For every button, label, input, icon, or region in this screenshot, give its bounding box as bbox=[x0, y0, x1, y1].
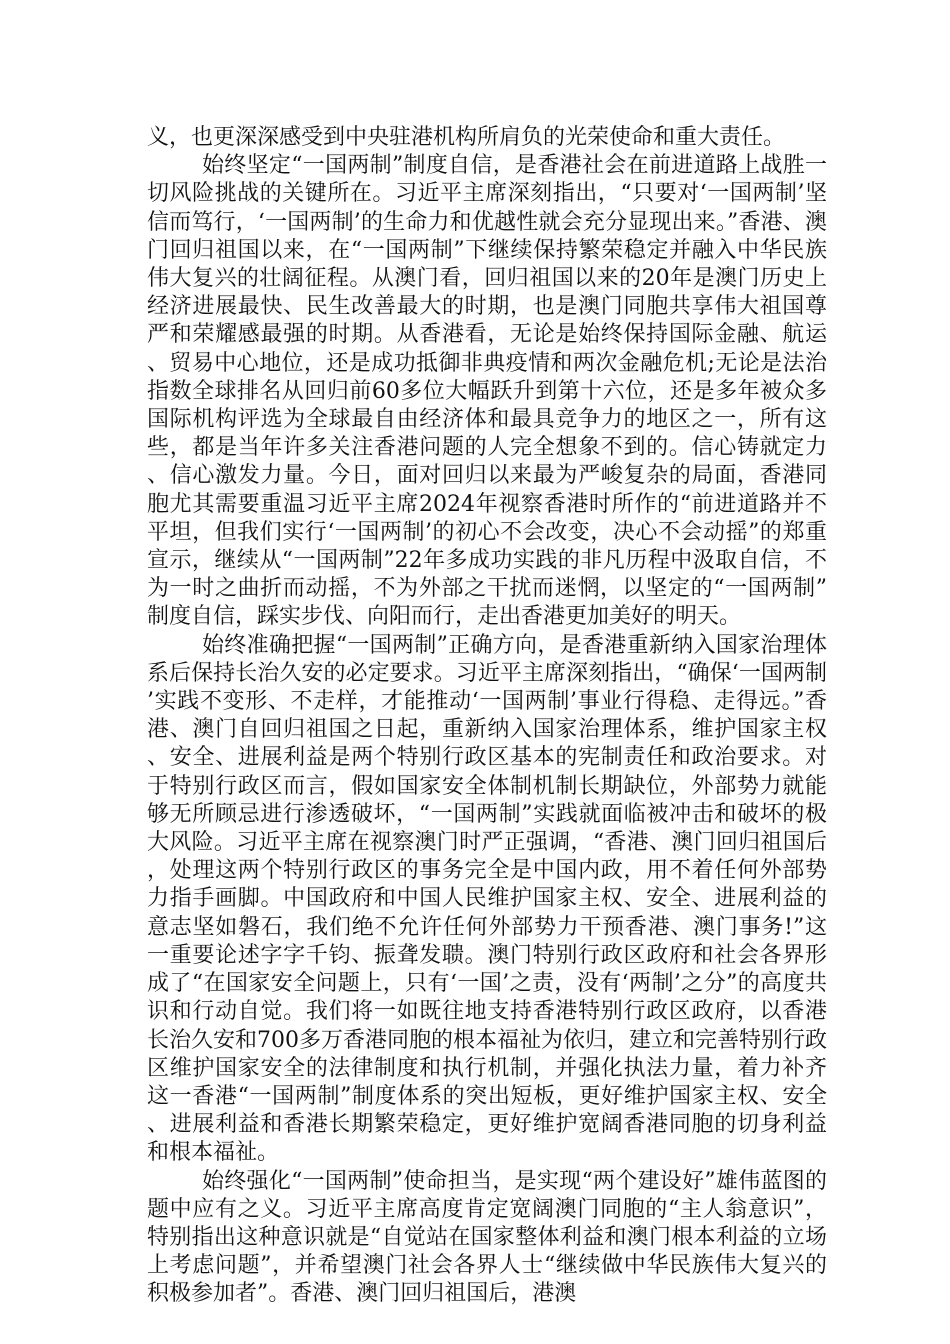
paragraph-mission: 始终强化“一国两制”使命担当，是实现“两个建设好”雄伟蓝图的题中应有之义。习近平主席高度肯定宽阔澳门同胞的“主人翁意识”，特别指出这种意识就是“自觉站在国家整体利益和澳门根本利益的立场上考虑问题”，并希望澳门社会各界人士“继续做中华民族伟大复兴的积极参加者”。香港、澳门回归祖国后，港澳 bbox=[147, 1168, 827, 1307]
paragraph-confidence: 始终坚定“一国两制”制度自信，是香港社会在前进道路上战胜一切风险挑战的关键所在。习近平主席深刻指出，“只要对‘一国两制’坚信而笃行，‘一国两制’的生命力和优越性就会充分显现出来。”香港、澳门回归祖国以来，在“一国两制”下继续保持繁荣稳定并融入中华民族伟大复兴的壮阔征程。从澳门看，回归祖国以来的20年是澳门历史上经济进展最快、民生改善最大的时期，也是澳门同胞共享伟大祖国尊严和荣耀感最强的时期。从香港看，无论是始终保持国际金融、航运、贸易中心地位，还是成功抵御非典疫情和两次金融危机;无论是法治指数全球排名从回归前60多位大幅跃升到第十六位，还是多年被众多国际机构评选为全球最自由经济体和最具竞争力的地区之一，所有这些，都是当年许多关注香港问题的人完全想象不到的。信心铸就定力、信心激发力量。今日，面对回归以来最为严峻复杂的局面，香港同胞尤其需要重温习近平主席2024年视察香港时所作的“前进道路并不平坦，但我们实行‘一国两制’的初心不会改变，决心不会动摇”的郑重宣示，继续从“一国两制”22年多成功实践的非凡历程中汲取自信，不为一时之曲折而动摇，不为外部之干扰而迷惘，以坚定的“一国两制”制度自信，踩实步伐、向阳而行，走出香港更加美好的明天。 bbox=[147, 153, 827, 630]
paragraph-direction: 始终准确把握“一国两制”正确方向，是香港重新纳入国家治理体系后保持长治久安的必定要求。习近平主席深刻指出，“确保‘一国两制’实践不变形、不走样，才能推动‘一国两制’事业行得稳、走得远。”香港、澳门自回归祖国之日起，重新纳入国家治理体系，维护国家主权、安全、进展利益是两个特别行政区基本的宪制责任和政治要求。对于特别行政区而言，假如国家安全体制机制长期缺位，外部势力就能够无所顾忌进行渗透破坏，“一国两制”实践就面临被冲击和破坏的极大风险。习近平主席在视察澳门时严正强调，“香港、澳门回归祖国后，处理这两个特别行政区的事务完全是中国内政，用不着任何外部势力指手画脚。中国政府和中国人民维护国家主权、安全、进展利益的意志坚如磐石，我们绝不允许任何外部势力干预香港、澳门事务!”这一重要论述字字千钧、振聋发聩。澳门特别行政区政府和社会各界形成了“在国家安全问题上，只有‘一国’之责，没有‘两制’之分”的高度共识和行动自觉。我们将一如既往地支持香港特别行政区政府，以香港长治久安和700多万香港同胞的根本福祉为依归，建立和完善特别行政区维护国家安全的法律制度和执行机制，并强化执法力量，着力补齐这一香港“一国两制”制度体系的突出短板，更好维护国家主权、安全、进展利益和香港长期繁荣稳定，更好维护宽阔香港同胞的切身利益和根本福祉。 bbox=[147, 632, 827, 1166]
document-page bbox=[147, 124, 827, 1309]
paragraph-continuation: 义，也更深深感受到中央驻港机构所肩负的光荣使命和重大责任。 bbox=[147, 125, 786, 150]
